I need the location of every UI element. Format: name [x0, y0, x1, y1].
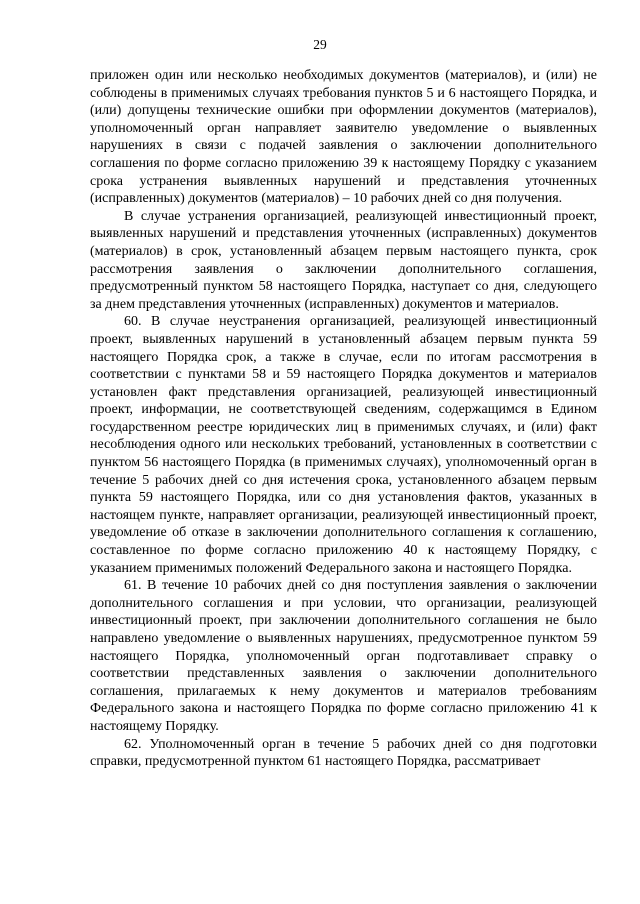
paragraph-clause-61: 61. В течение 10 рабочих дней со дня поступления заявления о заключении дополнительного соглашения и при условии, что организации, реализующей инвестиционный проект, при заключении дополнительного соглашения не было направлено уведомление о выявленных нарушениях, предусмотренное пунктом 59 настоящего Порядка, уполномоченный орган подготавливает справку о соответствии представленных заявления о заключении дополнительного соглашения, прилагаемых к нему документов и материалов требованиям Федерального закона и настоящего Порядка по форме согласно приложению 41 к настоящему Порядку. [90, 578, 597, 734]
paragraph-correction-deadline: В случае устранения организацией, реализующей инвестиционный проект, выявленных нарушений и представления уточненных (исправленных) документов (материалов) в срок, установленный абзацем первым настоящего пункта, срок рассмотрения заявления о заключении дополнительного соглашения, предусмотренный пунктом 58 настоящего Порядка, наступает со дня, следующего за днем представления уточненных (исправленных) документов и материалов. [90, 208, 597, 312]
paragraph-clause-60: 60. В случае неустранения организацией, реализующей инвестиционный проект, выявленных нарушений в установленный абзацем первым пункта 59 настоящего Порядка срок, а также в случае, если по итогам рассмотрения в соответствии с пунктами 58 и 59 настоящего Порядка документов и материалов установлен факт представления организацией, реализующей инвестиционный проект, информации, не соответствующей сведениям, содержащимся в Едином государственном реестре юридических лиц в применимых случаях, и (или) факт несоблюдения одного или нескольких требований, установленных в соответствии с пунктом 56 настоящего Порядка (в применимых случаях), уполномоченный орган в течение 5 рабочих дней со дня истечения срока, установленного абзацем первым пункта 59 настоящего Порядка, или со дня установления фактов, указанных в настоящем пункте, направляет организации, реализующей инвестиционный проект, уведомление об отказе в заключении дополнительного соглашения к соглашению, составленное по форме согласно приложению 40 к настоящему Порядку, с указанием применимых положений Федерального закона и настоящего Порядка. [90, 314, 597, 576]
page-number: 29 [313, 37, 327, 52]
paragraph-clause-62: 62. Уполномоченный орган в течение 5 рабочих дней со дня подготовки справки, предусмотренной пунктом 61 настоящего Порядка, рассматривает [90, 736, 597, 770]
paragraph-continuation: приложен один или несколько необходимых документов (материалов), и (или) не соблюдены в применимых случаях требования пунктов 5 и 6 настоящего Порядка, и (или) допущены технические ошибки при оформлении документов (материалов), уполномоченный орган направляет заявителю уведомление о выявленных нарушениях в связи с подачей заявления о заключении дополнительного соглашения по форме согласно приложению 39 к настоящему Порядку с указанием срока устранения выявленных нарушений и представления уточненных (исправленных) документов (материалов) – 10 рабочих дней со дня получения. [90, 68, 597, 207]
document-body [90, 67, 597, 771]
